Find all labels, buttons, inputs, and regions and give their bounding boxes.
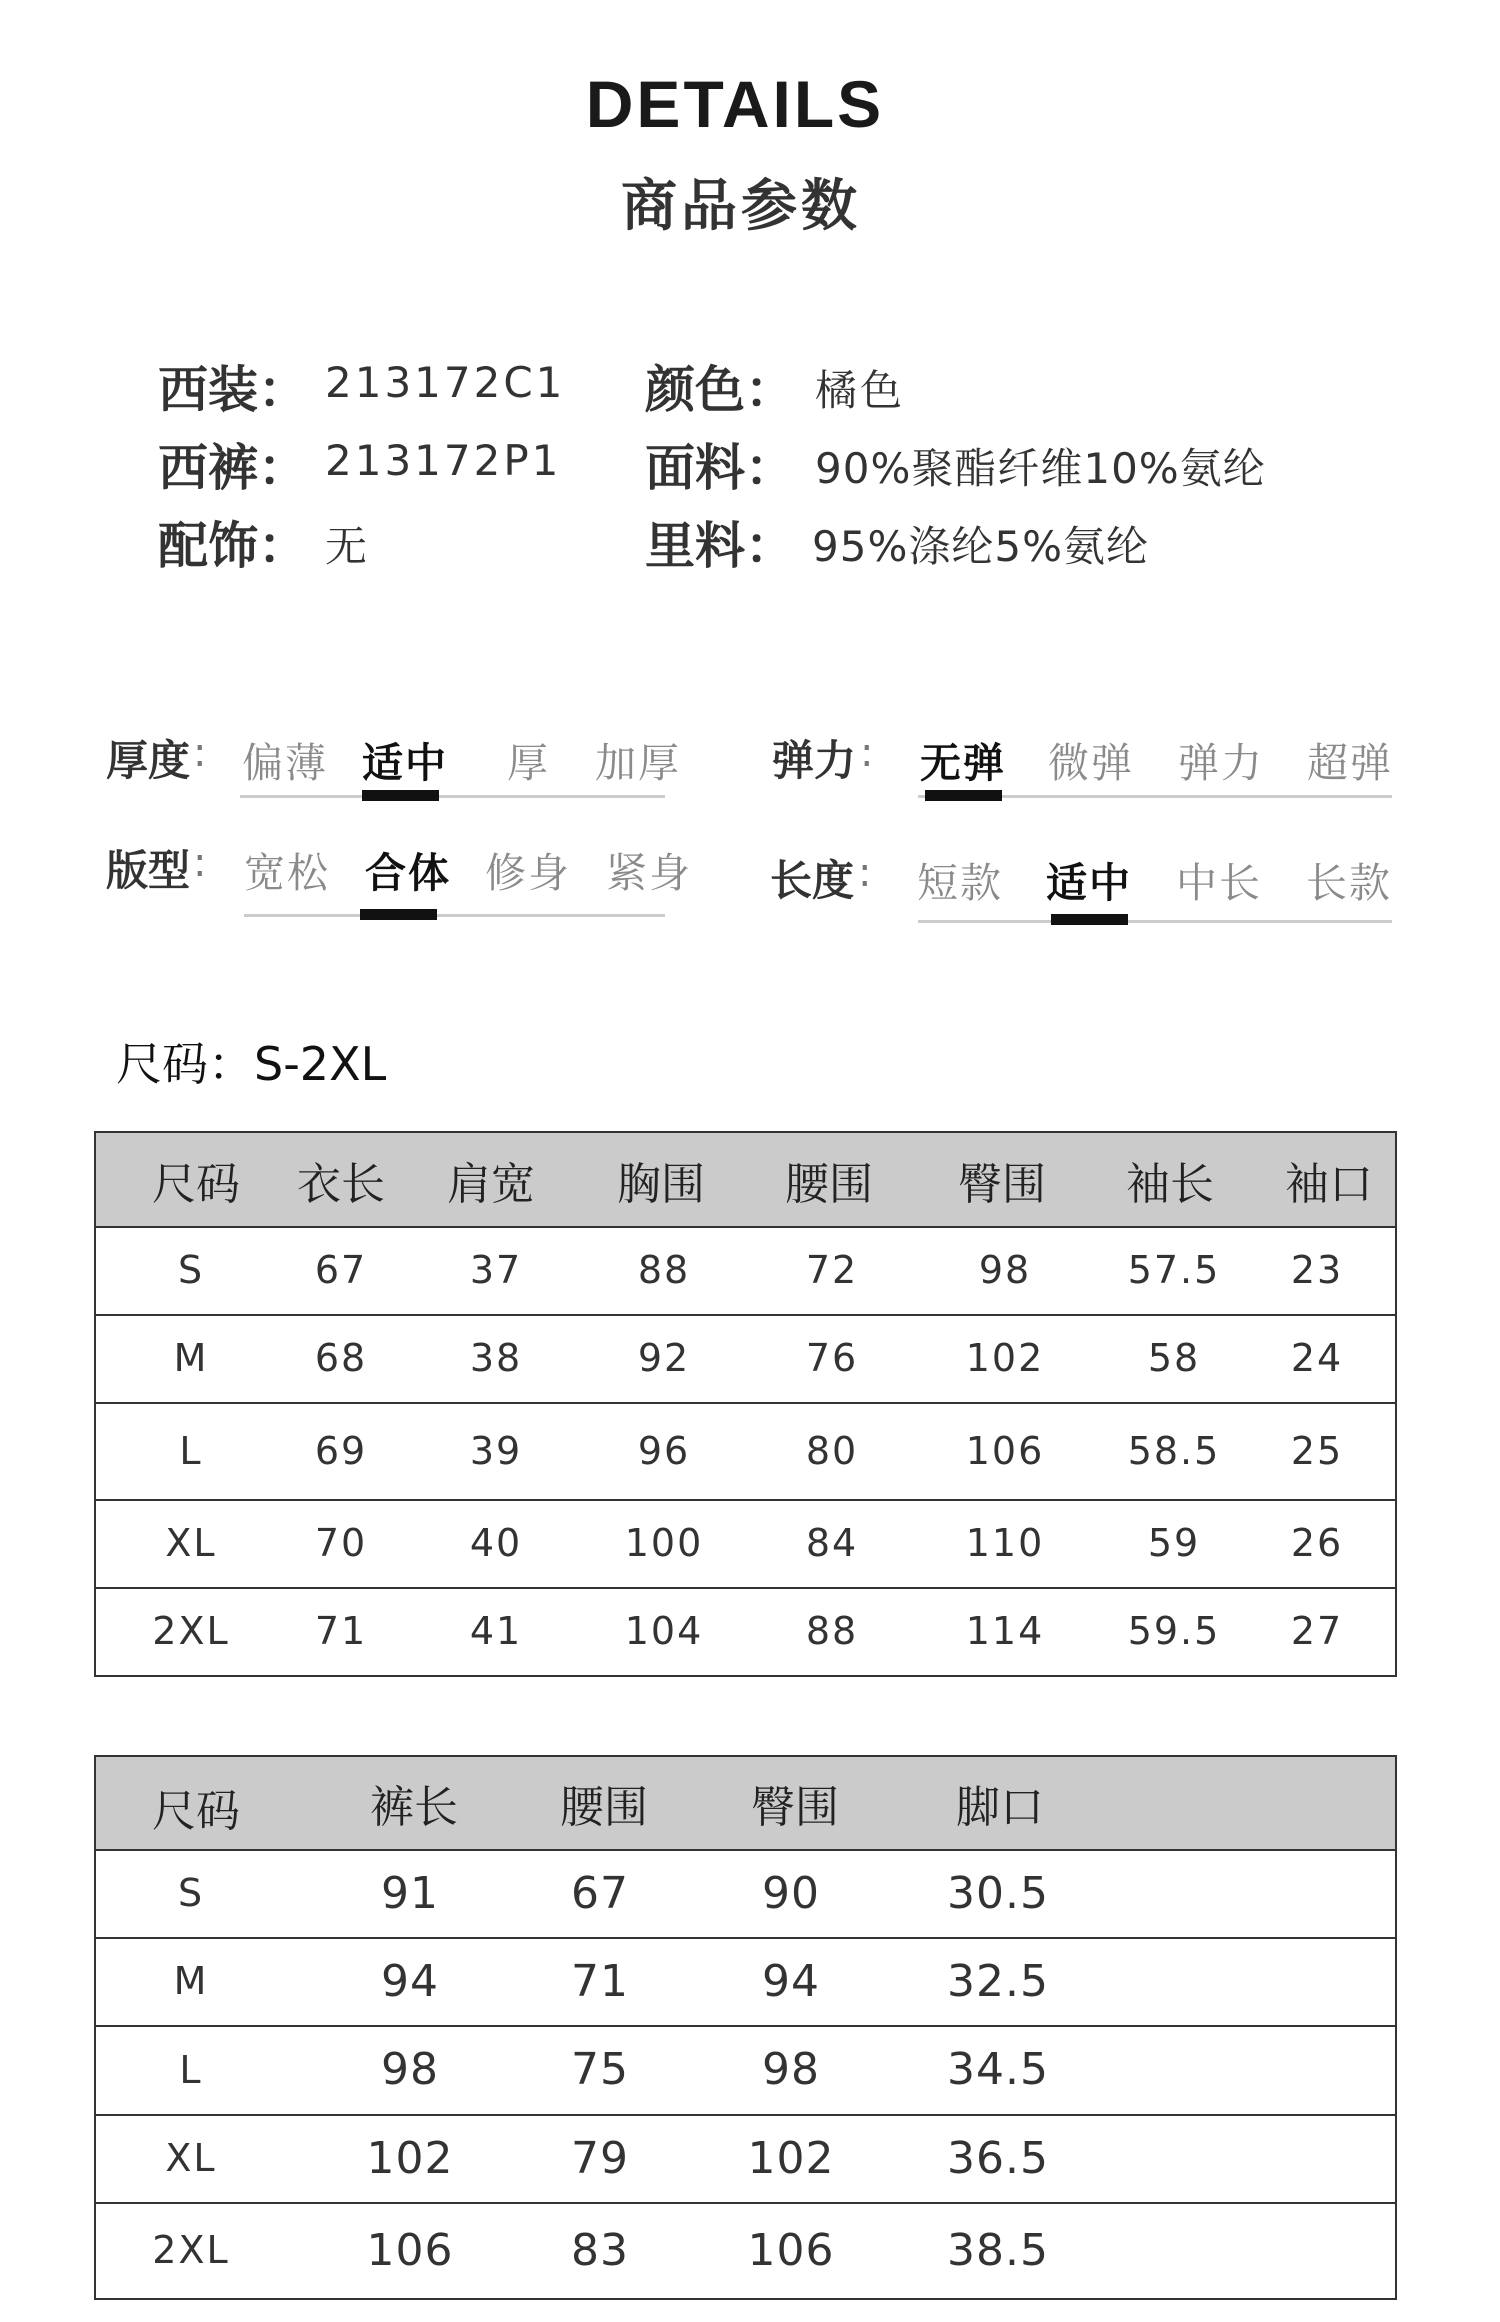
table-cell: 71	[571, 1955, 629, 2007]
table-cell: 76	[805, 1336, 859, 1380]
table-cell: 38	[469, 1336, 523, 1380]
column-header: 袖长	[1126, 1158, 1214, 1210]
column-header: 袖口	[1285, 1158, 1373, 1210]
table-cell: 71	[314, 1609, 368, 1653]
table-cell: 106	[366, 2224, 454, 2276]
thickness-option: 厚	[507, 739, 550, 787]
jacket-size-table	[94, 1131, 1397, 1677]
table-cell: 36.5	[947, 2132, 1049, 2184]
table-cell: 98	[978, 1248, 1032, 1292]
table-cell: S	[177, 1248, 205, 1292]
table-cell: 102	[965, 1336, 1045, 1380]
table-row	[96, 1937, 1395, 2027]
table-header	[96, 1757, 1395, 1851]
length-colon: :	[858, 850, 872, 896]
column-header: 衣长	[297, 1158, 385, 1210]
table-cell: 94	[762, 1955, 820, 2007]
column-header: 臀围	[751, 1782, 839, 1833]
table-row	[96, 1587, 1395, 1675]
table-cell: L	[179, 1428, 203, 1473]
table-row	[96, 1849, 1395, 1939]
table-cell: 34.5	[947, 2044, 1049, 2095]
table-cell: 67	[571, 1867, 629, 1919]
fit-indicator	[360, 909, 437, 920]
column-header: 腰围	[560, 1782, 648, 1833]
length-label: 长度	[770, 856, 855, 905]
thickness-option: 加厚	[595, 739, 681, 787]
length-option: 中长	[1176, 859, 1262, 907]
table-cell: 98	[381, 2044, 439, 2095]
fabric-value: 90%聚酯纤维10%氨纶	[815, 444, 1266, 493]
column-header: 腰围	[785, 1158, 873, 1210]
table-cell: 2XL	[152, 1609, 230, 1653]
elasticity-option: 弹力	[1178, 739, 1264, 787]
suit-value: 213172C1	[325, 358, 566, 407]
table-cell: 114	[965, 1609, 1045, 1653]
table-cell: 38.5	[947, 2224, 1049, 2276]
table-cell: 40	[469, 1521, 523, 1565]
page-title-en: DETAILS	[585, 67, 885, 141]
table-cell: 59.5	[1127, 1609, 1221, 1653]
table-cell: 110	[965, 1521, 1045, 1565]
table-cell: 58.5	[1127, 1428, 1221, 1473]
table-cell: 72	[805, 1248, 859, 1292]
column-header: 胸围	[617, 1158, 705, 1210]
table-cell: 68	[314, 1336, 368, 1380]
table-row	[96, 1499, 1395, 1589]
table-cell: 30.5	[947, 1867, 1049, 1919]
table-cell: 27	[1290, 1609, 1344, 1653]
column-header: 裤长	[370, 1782, 458, 1833]
table-cell: M	[173, 1959, 209, 2003]
thickness-colon: :	[193, 730, 207, 776]
table-cell: 98	[762, 2044, 820, 2095]
accessory-label: 配饰：	[158, 517, 308, 575]
table-cell: 100	[624, 1521, 704, 1565]
pants-value: 213172P1	[325, 436, 562, 485]
fit-option: 紧身	[606, 849, 692, 897]
table-header	[96, 1133, 1395, 1228]
color-value: 橘色	[815, 366, 906, 415]
table-cell: 102	[366, 2132, 454, 2184]
table-row	[96, 1314, 1395, 1404]
elasticity-colon: :	[860, 730, 874, 776]
table-cell: XL	[165, 2136, 217, 2180]
elasticity-label: 弹力	[772, 736, 857, 785]
thickness-option-selected: 适中	[362, 739, 448, 787]
table-cell: 57.5	[1127, 1248, 1221, 1292]
table-cell: 39	[469, 1428, 523, 1473]
pants-size-table	[94, 1755, 1397, 2300]
table-cell: 37	[469, 1248, 523, 1292]
length-indicator	[1051, 914, 1128, 925]
fabric-label: 面料：	[645, 439, 795, 497]
thickness-track	[240, 795, 665, 798]
table-cell: 2XL	[152, 2228, 230, 2272]
table-cell: 75	[571, 2044, 629, 2095]
table-cell: 83	[571, 2224, 629, 2276]
table-cell: 80	[805, 1428, 859, 1473]
column-header: 尺码	[152, 1158, 240, 1210]
table-cell: 24	[1290, 1336, 1344, 1380]
table-cell: 84	[805, 1521, 859, 1565]
fit-track	[244, 914, 665, 917]
column-header: 臀围	[958, 1158, 1046, 1210]
thickness-indicator	[362, 790, 439, 801]
fit-option: 修身	[485, 849, 571, 897]
table-cell: 94	[381, 1955, 439, 2007]
fit-option: 宽松	[244, 849, 330, 897]
fit-label: 版型	[106, 846, 191, 895]
column-header: 尺码	[152, 1786, 240, 1837]
column-header: 肩宽	[447, 1158, 535, 1210]
elasticity-option-selected: 无弹	[920, 739, 1006, 787]
column-header: 脚口	[956, 1782, 1044, 1833]
table-cell: 88	[637, 1248, 691, 1292]
table-cell: 26	[1290, 1521, 1344, 1565]
table-cell: 59	[1147, 1521, 1201, 1565]
table-cell: 88	[805, 1609, 859, 1653]
elasticity-indicator	[925, 790, 1002, 801]
table-cell: M	[173, 1336, 209, 1380]
length-option: 短款	[917, 859, 1003, 907]
table-row	[96, 2202, 1395, 2298]
thickness-option: 偏薄	[242, 739, 328, 787]
length-track	[918, 920, 1392, 923]
lining-label: 里料：	[645, 517, 795, 575]
thickness-label: 厚度	[106, 736, 191, 785]
table-cell: 96	[637, 1428, 691, 1473]
table-cell: 32.5	[947, 1955, 1049, 2007]
table-cell: 104	[624, 1609, 704, 1653]
fit-colon: :	[193, 840, 207, 886]
table-row	[96, 1402, 1395, 1501]
table-cell: S	[177, 1871, 205, 1915]
table-cell: 70	[314, 1521, 368, 1565]
length-option: 长款	[1306, 859, 1392, 907]
pants-label: 西裤：	[158, 439, 308, 497]
fit-option-selected: 合体	[365, 849, 451, 897]
elasticity-option: 超弹	[1307, 739, 1393, 787]
suit-label: 西装：	[158, 361, 308, 419]
table-cell: 79	[571, 2132, 629, 2184]
table-cell: 41	[469, 1609, 523, 1653]
page-title-cn: 商品参数	[621, 174, 861, 239]
length-option-selected: 适中	[1046, 859, 1132, 907]
table-cell: 69	[314, 1428, 368, 1473]
accessory-value: 无	[325, 522, 371, 571]
table-cell: 23	[1290, 1248, 1344, 1292]
table-row	[96, 2025, 1395, 2116]
table-cell: 90	[762, 1867, 820, 1919]
elasticity-option: 微弹	[1048, 739, 1134, 787]
table-cell: 106	[747, 2224, 835, 2276]
table-cell: 67	[314, 1248, 368, 1292]
table-cell: 102	[747, 2132, 835, 2184]
table-row	[96, 2114, 1395, 2204]
lining-value: 95%涤纶5%氨纶	[812, 522, 1149, 571]
table-cell: 92	[637, 1336, 691, 1380]
color-label: 颜色：	[645, 361, 795, 419]
table-cell: XL	[165, 1521, 217, 1565]
table-cell: L	[179, 2047, 203, 2092]
table-cell: 106	[965, 1428, 1045, 1473]
size-range-label: 尺码：S-2XL	[116, 1037, 387, 1091]
table-cell: 91	[381, 1867, 439, 1919]
table-cell: 58	[1147, 1336, 1201, 1380]
table-cell: 25	[1290, 1428, 1344, 1473]
table-row	[96, 1226, 1395, 1316]
